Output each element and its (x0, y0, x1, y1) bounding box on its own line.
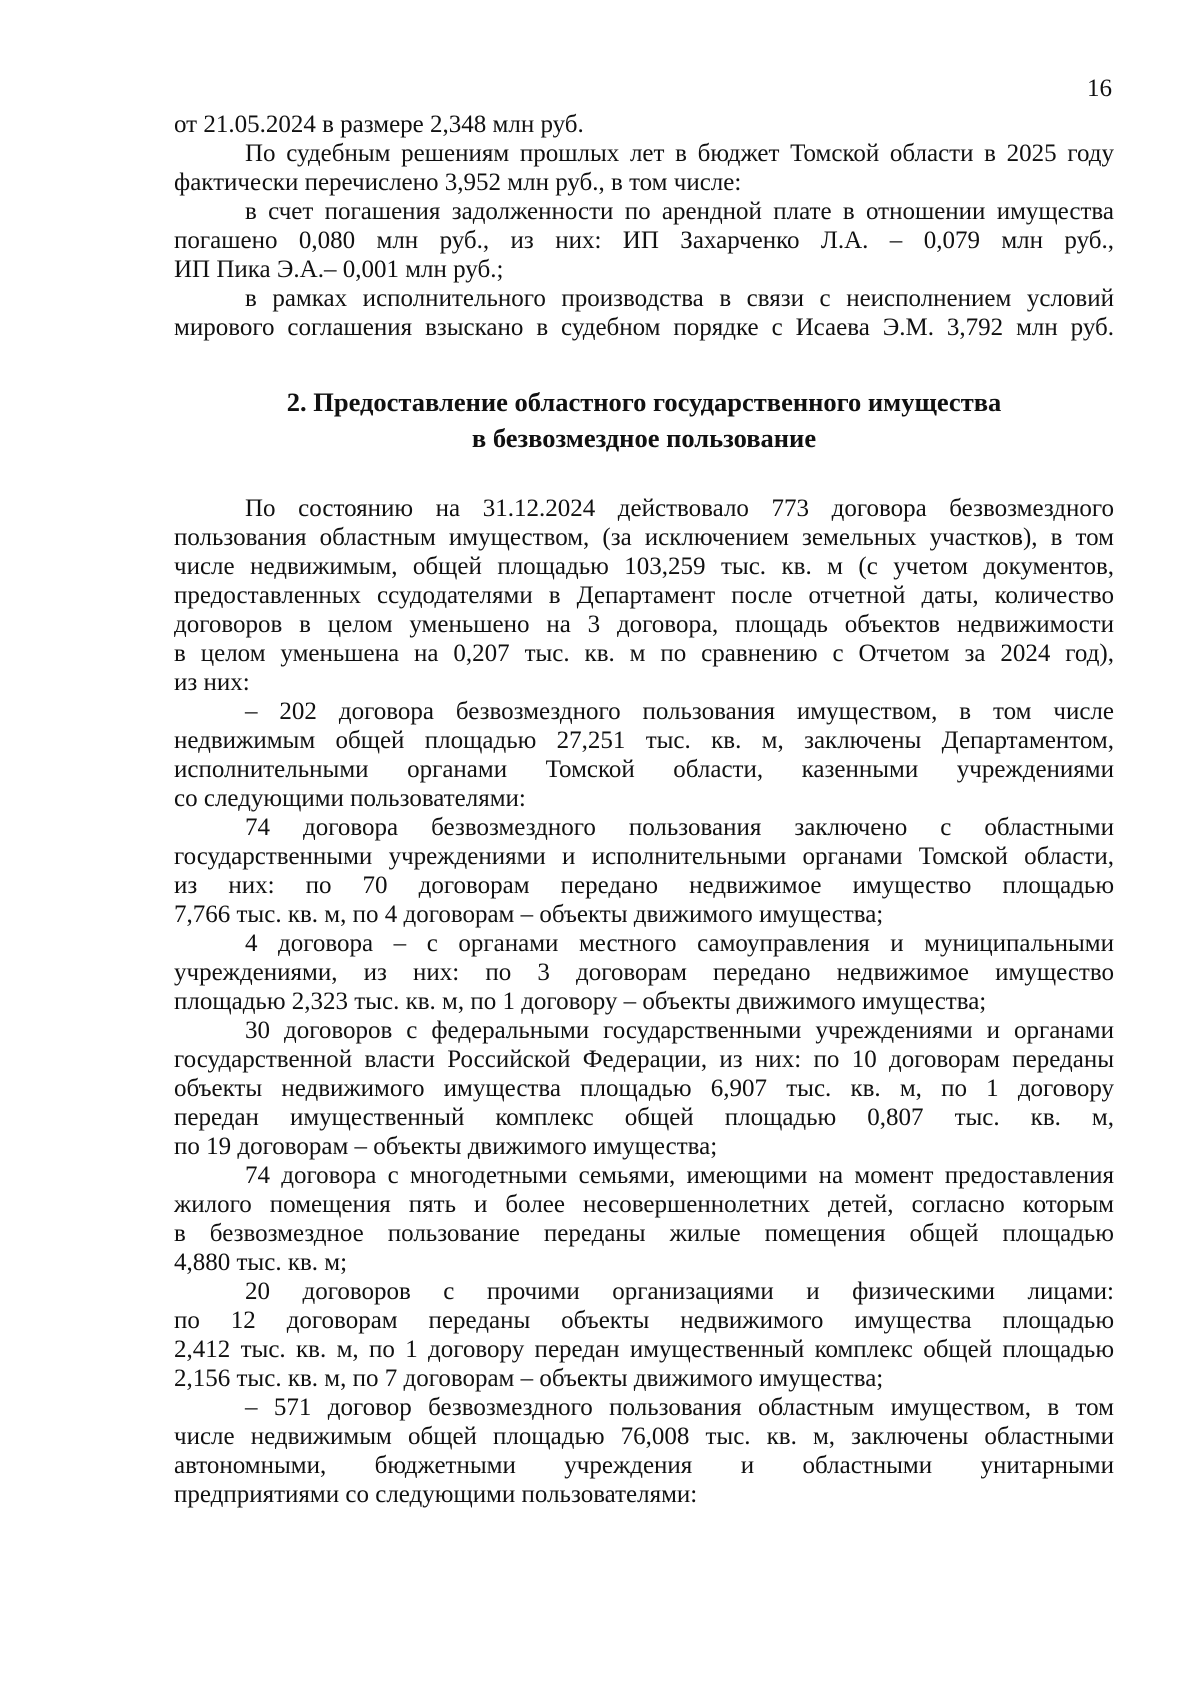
text-line: из них: по 70 договорам передано недвижимое имущество площадью (174, 872, 1114, 899)
text-block-top (174, 110, 1114, 342)
text-line: 7,766 тыс. кв. м, по 4 договорам – объекты движимого имущества; (174, 901, 884, 928)
text-line: мирового соглашения взыскано в судебном порядке с Исаева Э.М. 3,792 млн руб. (174, 314, 1114, 341)
text-line: 4,880 тыс. кв. м; (174, 1249, 348, 1276)
text-line: по 12 договорам переданы объекты недвижимого имущества площадью (174, 1307, 1114, 1334)
text-line: по 19 договорам – объекты движимого имущества; (174, 1133, 718, 1160)
text-line: погашено 0,080 млн руб., из них: ИП Захарченко Л.А. – 0,079 млн руб., (174, 227, 1114, 254)
text-line: 2,156 тыс. кв. м, по 7 договорам – объекты движимого имущества; (174, 1365, 884, 1392)
text-line: 30 договоров с федеральными государственными учреждениями и органами (245, 1017, 1114, 1044)
text-line: 74 договора с многодетными семьями, имеющими на момент предоставления (245, 1162, 1114, 1189)
text-line: – 571 договор безвозмездного пользования областным имуществом, в том (245, 1394, 1114, 1421)
text-line: – 202 договора безвозмездного пользования имуществом, в том числе (245, 698, 1114, 725)
text-line: от 21.05.2024 в размере 2,348 млн руб. (174, 111, 584, 138)
text-line: пользования областным имуществом, (за исключением земельных участков), в том (174, 524, 1114, 551)
text-line: государственной власти Российской Федерации, из них: по 10 договорам переданы (174, 1046, 1114, 1073)
text-line: из них: (174, 669, 250, 696)
section-heading (174, 384, 1114, 456)
text-line: числе недвижимым общей площадью 76,008 тыс. кв. м, заключены областными (174, 1423, 1114, 1450)
text-line: договоров в целом уменьшено на 3 договора, площадь объектов недвижимости (174, 611, 1114, 638)
text-line: 74 договора безвозмездного пользования заключено с областными (245, 814, 1114, 841)
text-line: в счет погашения задолженности по арендной плате в отношении имущества (245, 198, 1114, 225)
section-heading-line-2: в безвозмездное пользование (471, 423, 817, 453)
text-line: в рамках исполнительного производства в связи с неисполнением условий (245, 285, 1114, 312)
text-line: жилого помещения пять и более несовершеннолетних детей, согласно которым (174, 1191, 1114, 1218)
text-line: площадью 2,323 тыс. кв. м, по 1 договору – объекты движимого имущества; (174, 988, 987, 1015)
text-line: По судебным решениям прошлых лет в бюджет Томской области в 2025 году (245, 140, 1114, 167)
text-line: в целом уменьшена на 0,207 тыс. кв. м по сравнению с Отчетом за 2024 год), (174, 640, 1114, 667)
text-line: 20 договоров с прочими организациями и физическими лицами: (245, 1278, 1114, 1305)
page-number: 16 (1087, 75, 1112, 102)
section-heading-line-1: 2. Предоставление областного государственного имущества (286, 387, 1002, 417)
text-line: учреждениями, из них: по 3 договорам передано недвижимое имущество (174, 959, 1114, 986)
text-line: фактически перечислено 3,952 млн руб., в том числе: (174, 169, 742, 196)
text-line: со следующими пользователями: (174, 785, 526, 812)
text-line: 2,412 тыс. кв. м, по 1 договору передан имущественный комплекс общей площадью (174, 1336, 1114, 1363)
text-line: объекты недвижимого имущества площадью 6,907 тыс. кв. м, по 1 договору (174, 1075, 1114, 1102)
text-line: передан имущественный комплекс общей площадью 0,807 тыс. кв. м, (174, 1104, 1114, 1131)
text-line: предоставленных ссудодателями в Департамент после отчетной даты, количество (174, 582, 1114, 609)
text-line: 4 договора – с органами местного самоуправления и муниципальными (245, 930, 1114, 957)
text-line: автономными, бюджетными учреждения и областными унитарными (174, 1452, 1114, 1479)
text-line: в безвозмездное пользование переданы жилые помещения общей площадью (174, 1220, 1114, 1247)
text-line: числе недвижимым, общей площадью 103,259 тыс. кв. м (с учетом документов, (174, 553, 1114, 580)
text-block-section-2 (174, 494, 1114, 1509)
text-line: исполнительными органами Томской области, казенными учреждениями (174, 756, 1114, 783)
text-line: недвижимым общей площадью 27,251 тыс. кв. м, заключены Департаментом, (174, 727, 1114, 754)
text-line: предприятиями со следующими пользователями: (174, 1481, 698, 1508)
text-line: государственными учреждениями и исполнительными органами Томской области, (174, 843, 1114, 870)
text-line: По состоянию на 31.12.2024 действовало 773 договора безвозмездного (245, 495, 1114, 522)
text-line: ИП Пика Э.А.– 0,001 млн руб.; (174, 256, 504, 283)
